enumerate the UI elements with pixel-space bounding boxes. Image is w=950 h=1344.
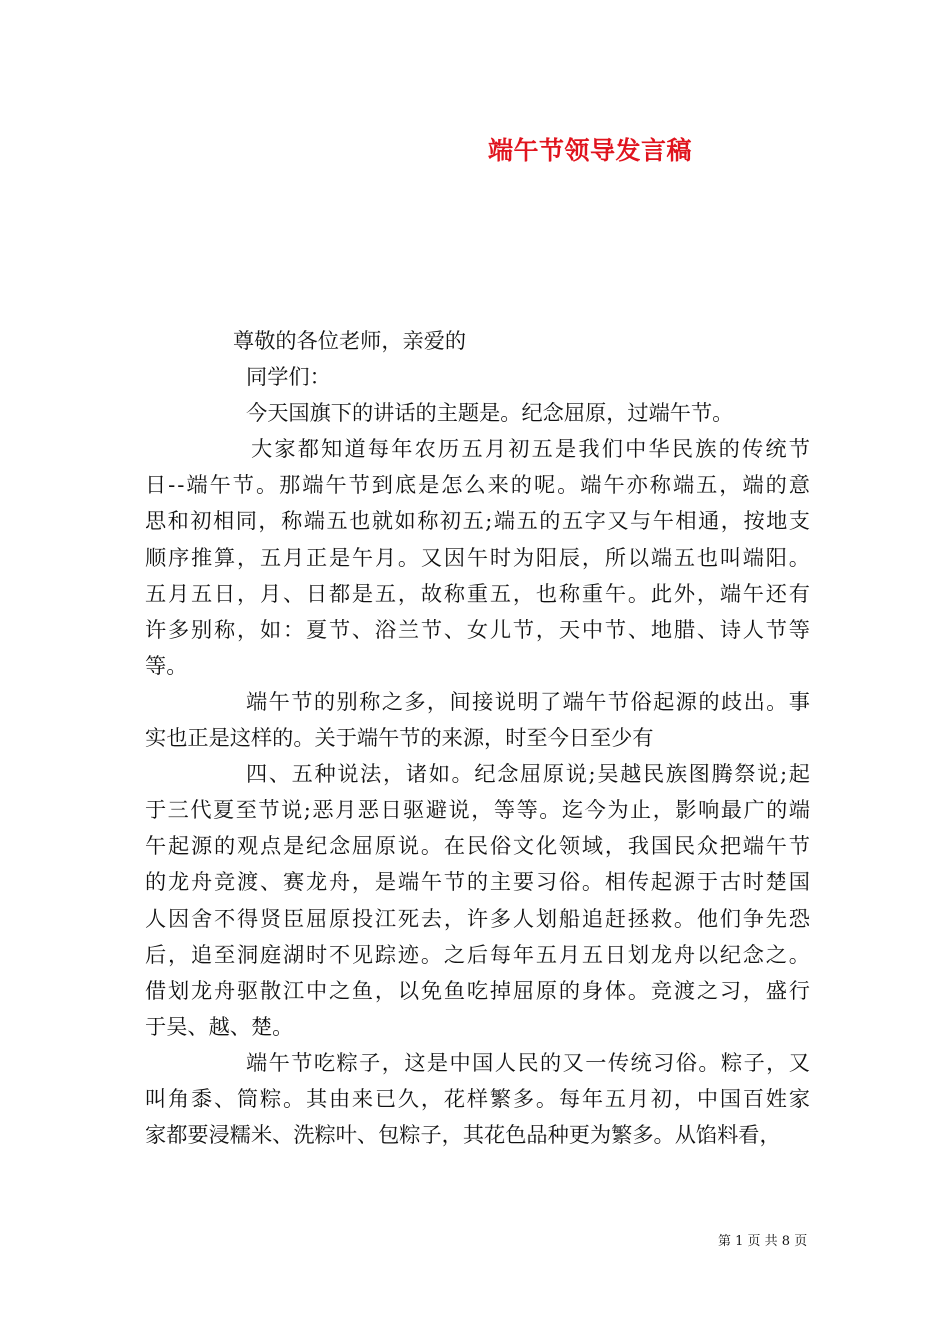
body-line: 思和初相同，称端五也就如称初五;端五的五字又与午相通，按地支 (145, 508, 812, 534)
body-line: 五月五日，月、日都是五，故称重五，也称重午。此外，端午还有 (145, 580, 812, 606)
document-body (145, 323, 813, 1153)
body-line: 大家都知道每年农历五月初五是我们中华民族的传统节 (251, 436, 813, 462)
body-line: 的龙舟竞渡、赛龙舟，是端午节的主要习俗。相传起源于古时楚国 (145, 869, 812, 895)
body-line: 实也正是这样的。关于端午节的来源，时至今日至少有 (145, 725, 654, 751)
body-line: 日--端午节。那端午节到底是怎么来的呢。端午亦称端五，端的意 (145, 472, 812, 498)
body-line: 四、五种说法，诸如。纪念屈原说;吴越民族图腾祭说;起 (246, 761, 812, 787)
body-line: 同学们： (246, 364, 331, 390)
body-line: 于三代夏至节说;恶月恶日驱避说，等等。迄今为止，影响最广的端 (145, 797, 812, 823)
body-line: 尊敬的各位老师，亲爱的 (233, 328, 467, 353)
body-line: 端午节吃粽子，这是中国人民的又一传统习俗。粽子，又 (246, 1049, 812, 1075)
document-title: 端午节领导发言稿 (488, 136, 693, 165)
body-line: 后，追至洞庭湖时不见踪迹。之后每年五月五日划龙舟以纪念之。 (145, 941, 812, 967)
body-line: 端午节的别称之多，间接说明了端午节俗起源的歧出。事 (246, 688, 812, 714)
body-line: 借划龙舟驱散江中之鱼，以免鱼吃掉屈原的身体。竞渡之习，盛行 (145, 977, 812, 1003)
body-line: 午起源的观点是纪念屈原说。在民俗文化领域，我国民众把端午节 (145, 833, 812, 859)
body-line: 人因舍不得贤臣屈原投江死去，许多人划船追赶拯救。他们争先恐 (145, 905, 812, 931)
body-line: 家都要浸糯米、洗粽叶、包粽子，其花色品种更为繁多。从馅料看， (145, 1122, 781, 1148)
body-line: 顺序推算，五月正是午月。又因午时为阳辰，所以端五也叫端阳。 (145, 544, 812, 570)
body-line: 等。 (145, 652, 188, 678)
body-line: 许多别称，如：夏节、浴兰节、女儿节，天中节、地腊、诗人节等 (145, 616, 812, 642)
body-line: 于吴、越、楚。 (145, 1013, 294, 1039)
body-line: 叫角黍、筒粽。其由来已久，花样繁多。每年五月初，中国百姓家 (145, 1085, 812, 1111)
body-line: 今天国旗下的讲话的主题是。纪念屈原，过端午节。 (246, 400, 734, 426)
page-number-footer: 第 1 页 共 8 页 (718, 1234, 808, 1249)
